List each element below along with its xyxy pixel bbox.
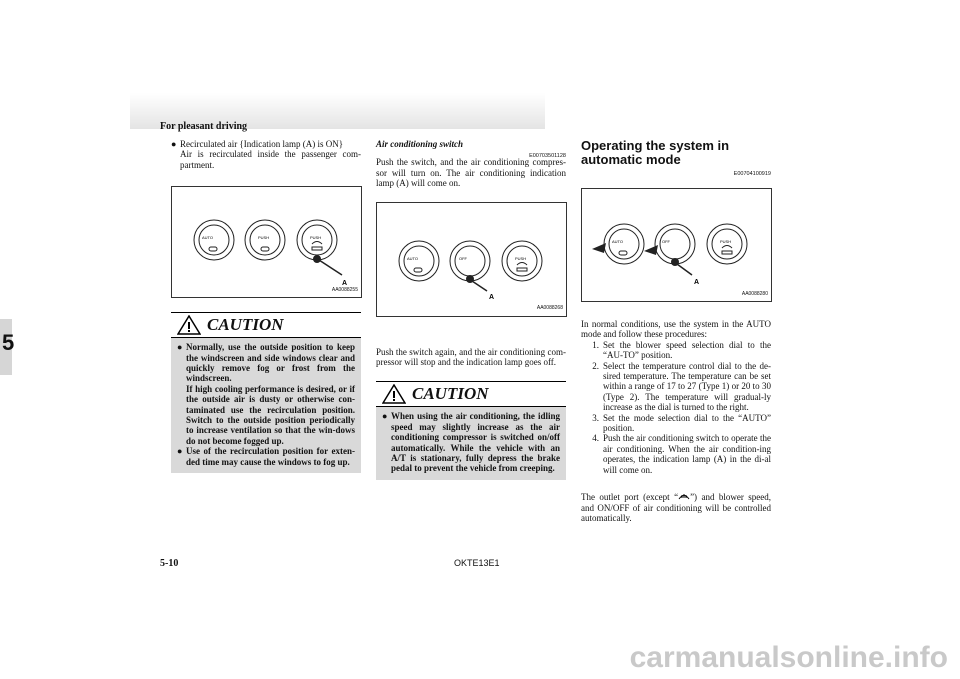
caution-text: When using the air conditioning, the idling speed may slightly increase as the air conditioning compressor is switched on/off automatically. While the vehicle with an A/T is stationary, fully depress the brake pedal to prevent the vehicle from creeping.	[391, 411, 560, 474]
page-number: 5-10	[160, 558, 179, 569]
dial-push-text: PUSH	[258, 235, 270, 241]
section-title: For pleasant driving	[160, 121, 248, 132]
figure-ac-switch	[376, 202, 567, 317]
watermark: carmanualsonline.info	[629, 641, 948, 674]
control-panel-illustration	[377, 203, 566, 316]
control-panel-illustration	[172, 187, 361, 297]
warning-triangle-icon	[177, 315, 201, 335]
bullet-recirculated-air	[171, 139, 361, 170]
caution-text: Use of the recirculation position for exten-ded time may cause the windows to fog up.	[186, 446, 355, 467]
warning-triangle-icon	[382, 384, 406, 404]
dial-auto-text: AUTO	[202, 235, 214, 241]
dial-auto-text: AUTO	[407, 255, 419, 261]
dial-off-text: OFF	[662, 239, 670, 244]
bullet-icon: ●	[177, 446, 183, 457]
control-panel-illustration	[582, 189, 771, 301]
section-code-row	[581, 167, 771, 177]
figure-code: AA0088268	[536, 305, 563, 312]
defroster-icon	[678, 492, 690, 500]
document-code: OKTE13E1	[454, 558, 500, 568]
section-heading: Air conditioning switch	[376, 139, 464, 149]
caution-item	[382, 411, 560, 473]
caution-header	[376, 382, 566, 407]
section-heading: Operating the system in automatic mode	[581, 138, 730, 167]
list-item: 3. Set the mode selection dial to the “AUTO” position.	[592, 412, 771, 434]
section-code: E00704100919	[733, 171, 771, 177]
dial-push-text: PUSH	[515, 255, 527, 261]
dial-auto-text: AUTO	[612, 239, 624, 244]
bullet-heading: Recirculated air {Indication lamp (A) is ON}	[180, 139, 344, 149]
figure-label-a: A	[342, 280, 348, 288]
caution-box	[171, 312, 361, 473]
dial-push-text: PUSH	[720, 239, 732, 244]
caution-header	[171, 313, 361, 338]
list-item: 2. Select the temperature control dial to the de-sired temperature. The temperature can be set within a range of 17 to 27 (Type 1) or 20 to 30 (Type 2). The temperature will gradual-ly increase as the dial is turned to the right.	[592, 360, 771, 413]
list-item: 1. Set the blower speed selection dial to the “AU-TO” position.	[592, 339, 771, 361]
caution-text: Normally, use the outside position to keep the windscreen and side windows clear and quickly remove fog or frost from the windscreen.	[186, 342, 355, 384]
list-item: 4. Push the air conditioning switch to operate the air conditioning. When the air condition-ing operates, the indication lamp (A) in the di-al will come on.	[592, 433, 771, 475]
caution-item	[177, 342, 355, 446]
caution-title: CAUTION	[412, 384, 489, 404]
caution-item	[177, 446, 355, 467]
chapter-number: 5	[2, 330, 15, 355]
paragraph: Push the switch again, and the air conditioning com-pressor will stop and the indication lamp goes off.	[376, 346, 566, 368]
column-1	[171, 139, 361, 473]
figure-code: AA0088255	[331, 286, 358, 293]
caution-title: CAUTION	[207, 315, 284, 335]
column-2	[376, 139, 566, 480]
caution-text: If high cooling performance is desired, or if the outside air is dusty or otherwise con-taminated use the recirculation position. Switch to the outside position periodically to increase ventilation so that the win-dows do not become fogged up.	[186, 383, 355, 446]
figure-recirculation	[171, 186, 362, 298]
bullet-icon: ●	[177, 342, 183, 353]
procedure-list	[581, 340, 771, 475]
dial-off-text: OFF	[459, 255, 467, 261]
column-3	[581, 139, 771, 523]
paragraph: In normal conditions, use the system in the AUTO mode and follow these procedures:	[581, 319, 771, 340]
caution-box	[376, 381, 566, 479]
bullet-icon: ●	[382, 411, 388, 422]
figure-code: AA0088280	[741, 290, 768, 297]
figure-auto-mode	[581, 188, 772, 302]
dial-push-text-2: PUSH	[310, 235, 322, 241]
section-code: E00703501128	[529, 153, 566, 159]
bullet-body: Air is recirculated inside the passenger com-partment.	[180, 149, 361, 170]
figure-label-a: A	[694, 279, 700, 286]
bullet-icon: ●	[171, 139, 177, 149]
section-heading-row	[376, 139, 566, 159]
paragraph: Push the switch, and the air conditioning compres-sor will turn on. The air conditioning indication lamp (A) will come on.	[376, 157, 566, 189]
paragraph: The outlet port (except “ ”) and blower speed, and ON/OFF of air conditioning will be controlled automatically.	[581, 492, 771, 523]
figure-label-a: A	[489, 293, 495, 301]
